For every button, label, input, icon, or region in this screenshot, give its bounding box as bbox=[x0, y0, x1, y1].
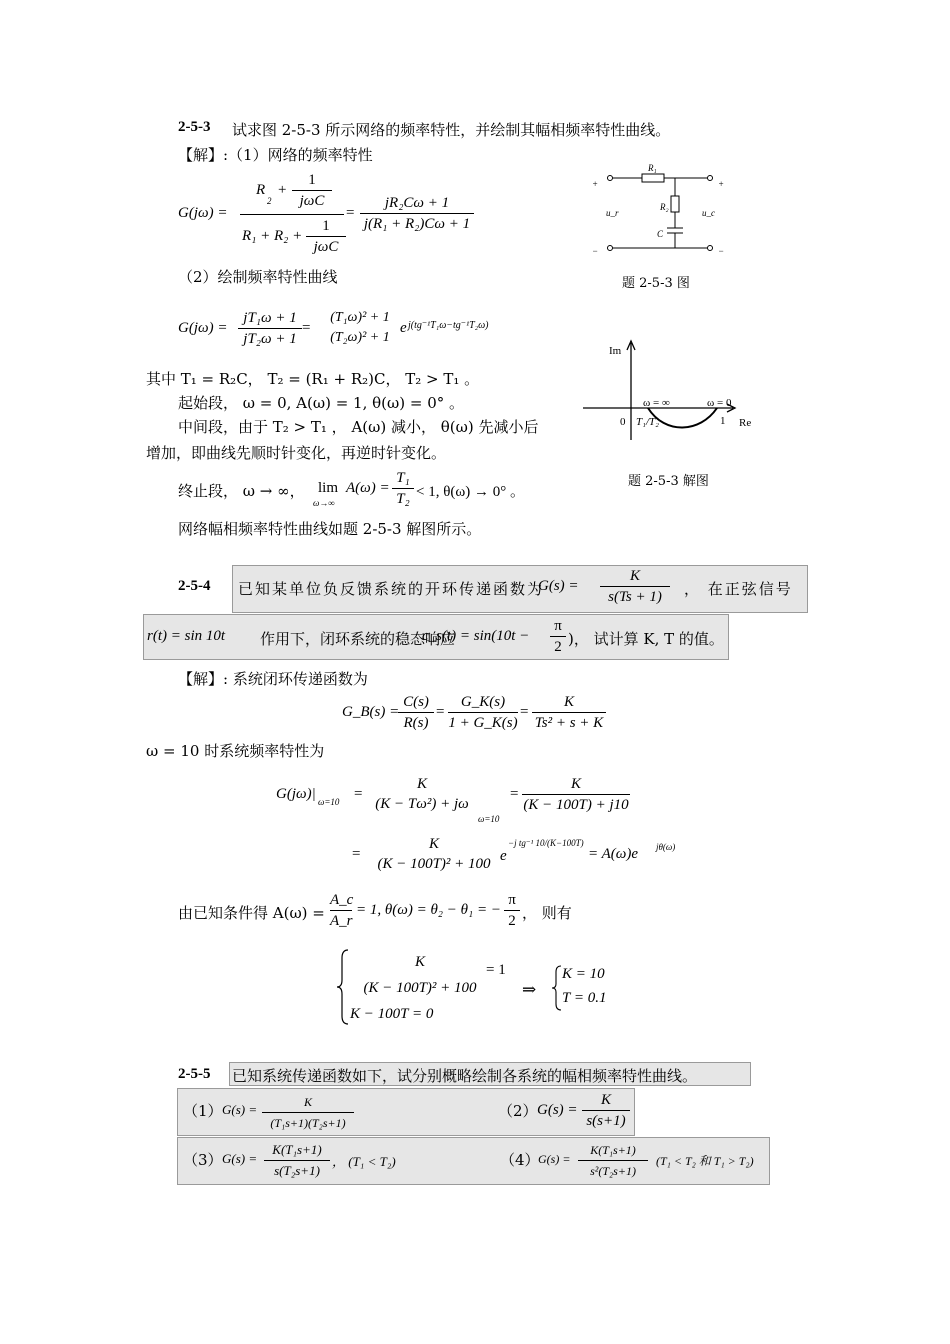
pi-over-2: $\frac{\pi}{2}$ bbox=[550, 616, 566, 657]
svg-text:−: − bbox=[592, 246, 599, 256]
terminal-in-bottom bbox=[608, 246, 613, 251]
answer-t: T = 0.1 bbox=[562, 990, 607, 1006]
end-segment-c: < 1, θ(ω) → 0° 。 bbox=[416, 484, 526, 500]
input-signal: r(t) = sin 10t bbox=[147, 628, 226, 644]
svg-text:+: + bbox=[592, 179, 599, 189]
end-lim: lim bbox=[318, 480, 339, 496]
item-2-fraction: $\frac{K}{s(s+1)}$ bbox=[582, 1090, 630, 1131]
system-eq-1-rhs: = 1 bbox=[486, 962, 506, 978]
item-3-condition: ， (T₁ < T₂) bbox=[332, 1154, 396, 1169]
gj2-exp-sup: −j tg⁻¹ 10/(K−100T) bbox=[508, 838, 584, 848]
item-3-fraction: $\frac{\text{K(T₁s+1)}}{\text{s(T₂s+1)}}$ bbox=[264, 1140, 330, 1181]
resistor-r2 bbox=[671, 196, 679, 212]
item-1-fraction: $\frac{K}{\text{(T₁s+1)(T₂s+1)}}$ bbox=[262, 1092, 354, 1133]
item-3-label: （3） bbox=[183, 1151, 223, 1169]
mid-segment-line-1: 中间段，由于 T₂ > T₁ ， A(ω) 减小， θ(ω) 先减小后 bbox=[178, 418, 539, 436]
problem-254-q2-d: )， 试计算 K, T 的值。 bbox=[568, 630, 724, 648]
svg-text:R₁: R₁ bbox=[648, 163, 657, 173]
circuit-diagram bbox=[580, 158, 740, 258]
eq1-rhs-fraction: $\frac{\text{jR₂Cω + 1}}{\text{j(R₁ + R₂)Cω + 1}}$ bbox=[360, 193, 474, 234]
eq1-main-fraction-numerator: R 2 + 1 jωC bbox=[240, 170, 344, 215]
svg-text:1: 1 bbox=[720, 415, 726, 427]
steady-state-response: c_s(t) = sin(10t − bbox=[422, 628, 530, 644]
problem-number-255: 2-5-5 bbox=[178, 1066, 211, 1082]
svg-text:u_c: u_c bbox=[702, 208, 715, 218]
figure-caption-nyquist: 题 2-5-3 解图 bbox=[628, 474, 709, 489]
eq2-lhs: G(jω) = bbox=[178, 320, 228, 336]
eq2-exp-sup: j(tg⁻¹T₁ω−tg⁻¹T₂ω) bbox=[408, 320, 489, 331]
gj-fraction-1-sub: ω=10 bbox=[478, 814, 500, 824]
end-segment-b: A(ω) = bbox=[346, 480, 390, 496]
solution-heading-254: 【解】: 系统闭环传递函数为 bbox=[178, 670, 368, 688]
problem-253-question: 试求图 2-5-3 所示网络的频率特性，并绘制其幅相频率特性曲线。 bbox=[232, 121, 671, 139]
nyquist-plot bbox=[575, 335, 765, 445]
eq2-fraction-2: (T₁ω)² + 1 (T₂ω)² + 1 bbox=[330, 310, 390, 345]
item-1-g: G(s) = bbox=[222, 1102, 258, 1117]
problem-254-q2-b: 作用下，闭环系统的稳态响应 bbox=[260, 630, 456, 648]
solution-heading-253: 【解】:（1）网络的频率特性 bbox=[178, 146, 373, 164]
eq1-lhs: G(jω) = bbox=[178, 205, 228, 221]
gj2-tail: = A(ω)e bbox=[588, 846, 639, 862]
problem-number-253: 2-5-3 bbox=[178, 119, 211, 135]
gj2-exp-base: e bbox=[500, 848, 507, 864]
gb-fraction-3: $\frac{K}{\text{Ts² + s + K}}$ bbox=[532, 692, 606, 733]
gj-fraction-2: $\frac{K}{(K - 100T) + j10}$ bbox=[523, 776, 629, 813]
problem-number-254: 2-5-4 bbox=[178, 578, 211, 594]
implies-symbol: ⇒ bbox=[522, 980, 537, 999]
answer-k: K = 10 bbox=[562, 966, 605, 982]
item-2-g: G(s) = bbox=[537, 1102, 578, 1118]
gj-lhs: G(jω)| bbox=[276, 786, 316, 802]
step-2-heading: （2）绘制频率特性曲线 bbox=[178, 268, 338, 286]
condition-pi-over-2: $\frac{\pi}{2}$ bbox=[504, 890, 520, 931]
problem-254-q1: 已知某单位负反馈系统的开环传递函数为 bbox=[238, 580, 545, 598]
system-brace bbox=[336, 948, 350, 1026]
terminal-out-top bbox=[708, 176, 713, 181]
end-fraction: $\frac{\text{T₁}}{\text{T₂}}$ bbox=[392, 468, 414, 509]
terminal-out-bottom bbox=[708, 246, 713, 251]
eq1-den-terms: R₁ + R₂ + bbox=[242, 228, 303, 244]
problem-254-q1-tail: ， 在正弦信号 bbox=[684, 580, 793, 598]
item-2-label: （2） bbox=[498, 1102, 538, 1120]
svg-text:u_r: u_r bbox=[606, 208, 619, 218]
gb-fraction-1: $\frac{C(s)}{R(s)}$ bbox=[398, 692, 434, 733]
problem-254-g: G(s) = bbox=[538, 578, 579, 594]
eq2-exp-base: e bbox=[400, 320, 407, 336]
gj2-magnitude: K (K − 100T)² + 100 bbox=[377, 836, 491, 872]
svg-text:0: 0 bbox=[620, 416, 626, 428]
omega-10-line: ω = 10 时系统频率特性为 bbox=[146, 742, 325, 760]
figure-caption-circuit: 题 2-5-3 图 bbox=[622, 276, 690, 291]
item-4-fraction: $\frac{\text{K(T₁s+1)}}{\text{s²(T₂s+1)}}$ bbox=[578, 1140, 648, 1181]
item-4-label: （4） bbox=[500, 1151, 540, 1169]
svg-text:ω = ∞: ω = ∞ bbox=[643, 397, 670, 409]
svg-text:R₂: R₂ bbox=[660, 202, 669, 212]
condition-c: ， 则有 bbox=[522, 904, 572, 922]
svg-text:ω = 0: ω = 0 bbox=[707, 397, 732, 409]
item-4-g: G(s) = bbox=[538, 1152, 571, 1166]
svg-text:+: + bbox=[718, 179, 725, 189]
gj-fraction-1: K (K − Tω²) + jω bbox=[375, 776, 469, 812]
terminal-in-top bbox=[608, 176, 613, 181]
eq2-fraction-1: $\frac{\text{jT₁ω + 1}}{\text{jT₂ω + 1}}$ bbox=[238, 308, 302, 349]
svg-text:Re: Re bbox=[739, 417, 752, 429]
end-segment-a: 终止段， ω → ∞， bbox=[178, 482, 305, 500]
eq2-equals: = bbox=[302, 320, 311, 336]
start-segment: 起始段， ω = 0, A(ω) = 1, θ(ω) = 0° 。 bbox=[178, 394, 465, 412]
where-line: 其中 T₁ = R₂C， T₂ = (R₁ + R₂)C， T₂ > T₁ 。 bbox=[146, 370, 480, 388]
gb-fraction-2: $\frac{G\_K(s)}{1 + G\_K(s)}$ bbox=[448, 694, 518, 731]
condition-amplitude-ratio: $\frac{A\_c}{A\_r}$ bbox=[330, 892, 354, 929]
end-lim-sub: ω→∞ bbox=[313, 498, 335, 508]
gj-lhs-sub: ω=10 bbox=[318, 797, 340, 807]
svg-text:C: C bbox=[657, 229, 664, 239]
eq1-equals: = bbox=[346, 205, 355, 221]
item-1-label: （1） bbox=[183, 1102, 223, 1120]
item-3-g: G(s) = bbox=[222, 1151, 258, 1166]
mid-segment-line-2: 增加，即曲线先顺时针变化，再逆时针变化。 bbox=[146, 444, 447, 462]
item-4-condition: (T₁ < T₂ 和 T₁ > T₂) bbox=[656, 1154, 754, 1168]
system-eq-2: K − 100T = 0 bbox=[350, 1006, 434, 1022]
resistor-r1 bbox=[642, 174, 664, 182]
condition-b: = 1, θ(ω) = θ₂ − θ₁ = − bbox=[356, 902, 501, 918]
svg-text:Im: Im bbox=[609, 345, 622, 357]
svg-text:T₁/T₂: T₁/T₂ bbox=[636, 416, 659, 428]
problem-255-question: 已知系统传递函数如下，试分别概略绘制各系统的幅相频率特性曲线。 bbox=[232, 1067, 698, 1085]
system-eq-1-fraction: K (K − 100T)² + 100 bbox=[363, 954, 477, 996]
problem-254-open-loop-tf: $\frac{K}{s(Ts + 1)}$ bbox=[600, 566, 670, 607]
gj2-tail-sup: jθ(ω) bbox=[656, 842, 676, 852]
gb-lhs: G_B(s) = bbox=[342, 704, 400, 720]
eq1-den-fraction: 1 jωC bbox=[306, 216, 346, 257]
final-statement: 网络幅相频率特性曲线如题 2-5-3 解图所示。 bbox=[178, 520, 482, 538]
condition-a: 由已知条件得 A(ω) = bbox=[178, 904, 325, 922]
svg-text:−: − bbox=[718, 246, 725, 256]
